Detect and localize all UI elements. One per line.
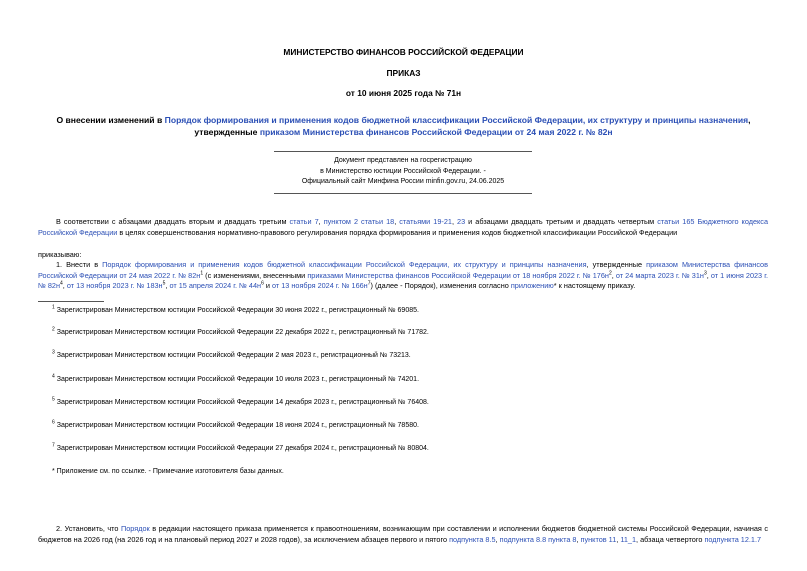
prikazyvayu: приказываю:: [38, 250, 82, 259]
text: ,: [576, 534, 581, 544]
registration-line-2: в Министерство юстиции Российской Федерации. -: [320, 167, 486, 175]
text: * к настоящему приказу.: [553, 281, 636, 291]
preamble-paragraph: [38, 217, 768, 238]
footnote-ref[interactable]: 6: [261, 280, 264, 287]
title-mid: , утвержденные: [194, 115, 751, 138]
link-subclause-8-5[interactable]: подпункта 8.5: [449, 534, 496, 544]
text: ,: [495, 534, 500, 544]
text: в целях совершенствования нормативно-правового регулирования порядка формирования и применения кодов бюджетной классификации Российской Федерации: [117, 227, 678, 237]
text: ,: [616, 534, 621, 544]
link-procedure[interactable]: Порядок формирования и применения кодов бюджетной классификации Российской Федерации, их структуру и принципы назначения: [102, 260, 587, 269]
ministry-heading: МИНИСТЕРСТВО ФИНАНСОВ РОССИЙСКОЙ ФЕДЕРАЦИИ: [283, 47, 524, 57]
footnote-ref[interactable]: 2: [608, 270, 612, 277]
footnote-text: Зарегистрирован Министерством юстиции Российской Федерации 2 мая 2023 г., регистрационный № 73213.: [56, 352, 411, 359]
footnote-item: [52, 351, 411, 361]
footnote-num: 3: [52, 349, 55, 356]
order-title: [40, 114, 767, 138]
text: , абзаца четвертого: [636, 534, 705, 544]
text: ,: [165, 281, 170, 291]
footnote-ref[interactable]: 4: [60, 280, 63, 287]
link-clause-11-1[interactable]: 11_1: [620, 534, 637, 544]
title-prefix: О внесении изменений в: [56, 115, 165, 125]
footnote-item: [52, 444, 429, 454]
link-articles-19-21[interactable]: статьями 19-21: [399, 217, 452, 226]
footnote-item: [52, 328, 429, 338]
link-article-7[interactable]: статьи 7: [289, 217, 319, 226]
registration-note: [274, 151, 532, 194]
link-order-31n[interactable]: от 24 марта 2023 г. № 31н: [615, 270, 704, 280]
link-appendix[interactable]: приложению: [510, 281, 554, 291]
text: В соответствии с абзацами двадцать вторым и двадцать третьим: [56, 217, 290, 226]
footnote-ref[interactable]: 3: [703, 270, 707, 277]
footnote-item: [52, 306, 419, 316]
footnote-item: [52, 398, 429, 408]
link-clause-11[interactable]: пунктов 11: [580, 534, 617, 544]
link-order-183n[interactable]: от 13 ноября 2023 г. № 183н: [66, 281, 163, 291]
text: 1. Внести в: [56, 260, 103, 269]
footnote-text: Зарегистрирован Министерством юстиции Российской Федерации 30 июня 2022 г., регистрационный № 69085.: [56, 307, 419, 314]
link-budget-code-165[interactable]: статьи 165 Бюджетного кодекса Российской Федерации: [38, 217, 769, 237]
text: и: [263, 281, 272, 291]
text: и абзацами двадцать третьим и двадцать четвертым: [465, 217, 658, 226]
footnote-ref[interactable]: 5: [162, 280, 166, 287]
footnote-text: Зарегистрирован Министерством юстиции Российской Федерации 14 декабря 2023 г., регистрационный № 76408.: [56, 399, 429, 406]
footnote-text: * Приложение см. по ссылке. - Примечание изготовителя базы данных.: [52, 468, 284, 475]
text: (с изменениями, внесенными: [203, 270, 308, 280]
footnote-text: Зарегистрирован Министерством юстиции Российской Федерации 18 июня 2024 г., регистрационный № 78580.: [56, 422, 419, 429]
text: ,: [611, 270, 616, 280]
clause-1-paragraph: [38, 260, 768, 292]
text: ,: [62, 281, 67, 291]
footnote-item: [52, 467, 284, 477]
link-procedure[interactable]: Порядок: [120, 524, 150, 533]
footnote-num: 1: [52, 304, 55, 311]
doc-type-heading: ПРИКАЗ: [386, 68, 421, 78]
link-subclause-8-8[interactable]: подпункта 8.8 пункта 8: [499, 534, 577, 544]
footnote-num: 7: [52, 442, 55, 449]
text: ,: [706, 270, 711, 280]
link-order-82n-2023[interactable]: от 1 июня 2023 г. № 82н: [38, 270, 768, 291]
link-article-23[interactable]: 23: [457, 217, 466, 226]
link-order-82n[interactable]: приказом Министерства финансов Российской Федерации от 24 мая 2022 г. № 82н: [259, 127, 613, 138]
link-order-176n[interactable]: приказами Министерства финансов Российской Федерации от 18 ноября 2022 г. № 176н: [307, 270, 609, 280]
link-subclause-12-1-7[interactable]: подпункта 12.1.7: [704, 534, 762, 544]
text: 2. Установить, что: [56, 524, 121, 533]
link-order-82n[interactable]: приказом Министерства финансов Российской Федерации от 24 мая 2022 г. № 82н: [38, 260, 768, 280]
link-procedure[interactable]: Порядок формирования и применения кодов бюджетной классификации Российской Федерации, их структуру и принципы назначения: [164, 115, 749, 125]
text: ,: [318, 217, 324, 226]
footnote-num: 2: [52, 326, 55, 333]
footnote-text: Зарегистрирован Министерством юстиции Российской Федерации 10 июля 2023 г., регистрационный № 74201.: [56, 376, 420, 383]
link-order-166n[interactable]: от 13 ноября 2024 г. № 166н: [271, 281, 368, 291]
footnote-ref[interactable]: 1: [200, 270, 204, 277]
text: ,: [451, 217, 458, 226]
order-date-number: от 10 июня 2025 года № 71н: [345, 88, 462, 98]
footnote-num: 4: [52, 373, 55, 380]
clause-2-paragraph: [38, 524, 768, 545]
registration-line-1: Документ представлен на госрегистрацию: [334, 157, 472, 164]
text: , утвержденные: [586, 260, 647, 269]
link-article-18[interactable]: пунктом 2 статьи 18: [323, 217, 395, 226]
footnote-divider: [38, 301, 104, 302]
footnote-ref[interactable]: 7: [367, 280, 371, 287]
text: ,: [394, 217, 400, 226]
text: в редакции настоящего приказа применяется к правоотношениям, возникающим при составлении и исполнении бюджетов бюджетной системы Российской Федерации, начиная с бюджетов на 2026 год (на 2026 год и на плановый период 2027 и 2028 годов), за исключением абзацев первого и пятого: [38, 524, 768, 544]
footnote-item: [52, 375, 419, 385]
footnote-text: Зарегистрирован Министерством юстиции Российской Федерации 27 декабря 2024 г., регистрационный № 80804.: [56, 445, 429, 452]
footnote-text: Зарегистрирован Министерством юстиции Российской Федерации 22 декабря 2022 г., регистрационный № 71782.: [56, 329, 429, 336]
footnote-num: 5: [52, 396, 55, 403]
link-order-44n[interactable]: от 15 апреля 2024 г. № 44н: [169, 281, 262, 291]
footnote-num: 6: [52, 419, 55, 426]
registration-line-3: Официальный сайт Минфина России minfin.gov.ru, 24.06.2025: [301, 178, 505, 185]
footnote-item: [52, 421, 419, 431]
text: ) (далее - Порядок), изменения согласно: [370, 281, 511, 291]
